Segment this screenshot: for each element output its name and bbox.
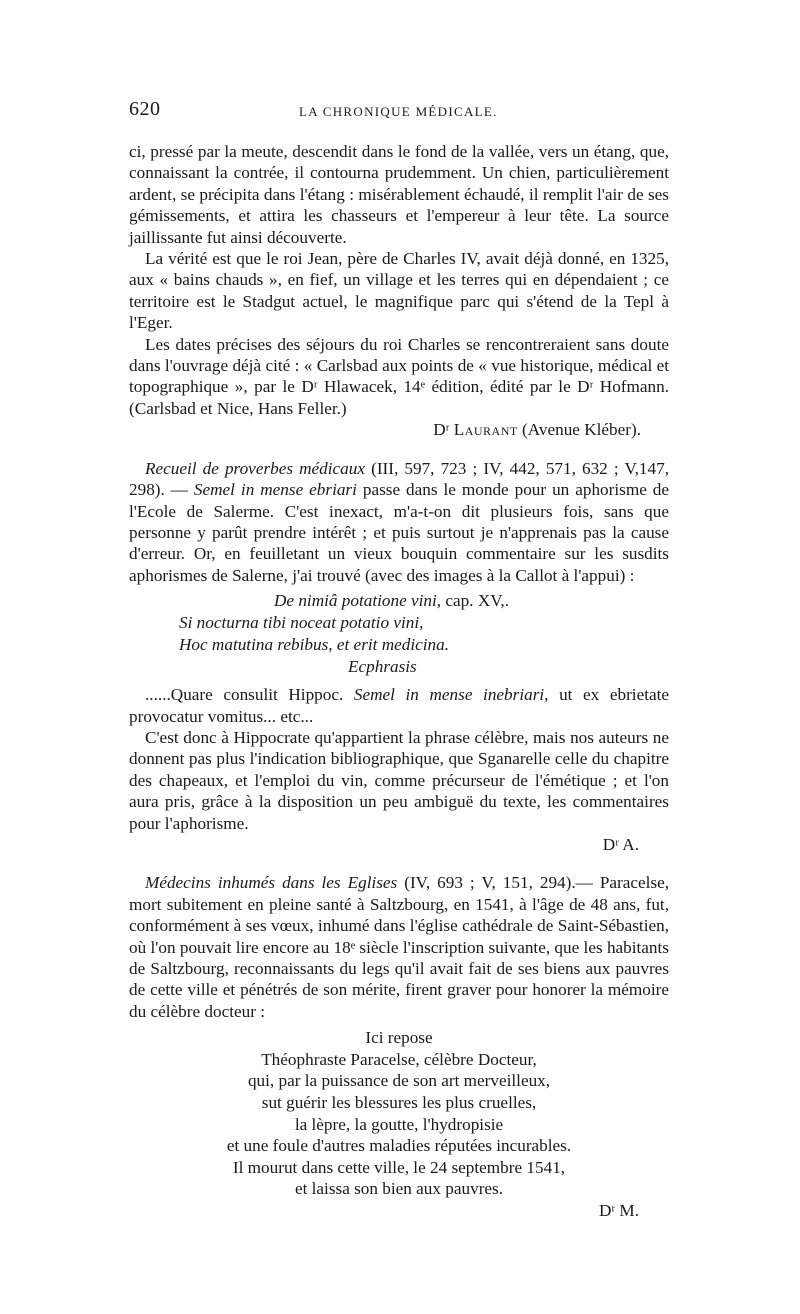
paragraph-hippocrate: C'est donc à Hippocrate qu'appartient la phrase célèbre, mais nos auteurs ne donnent pas plus l'indication bibliographique, que Sganarelle celle du chapitre des chapeaux, et l'emploi du vin, comme précurseur de l'émétique ; et l'on aura pris, grâce à la disposition un peu ambiguë du texte, les commentaires pour l'aphorisme. <box>129 727 669 833</box>
paragraph-carlsbad-legend: ci, pressé par la meute, descendit dans le fond de la vallée, vers un étang, que, connaissant la contrée, il contourna prudemment. Un chien, particulièrement ardent, se précipita dans l'étang : misérablement échaudé, il remplit l'air de ses gémissements, et attira les chasseurs et l'empereur à leur tête. La source jaillissante fut ainsi découverte. <box>129 142 669 247</box>
epitaph-line: et laissa son bien aux pauvres. <box>294 1179 504 1199</box>
body-text <box>129 141 669 1221</box>
quare-end: ut ex ebrietate provocatur vomitus... etc... <box>129 685 670 726</box>
paragraph-proverbes <box>129 458 669 586</box>
paragraph-medecins-rest: (IV, 693 ; V, 151, 294).— Paracelse, mort subitement en pleine santé à Saltzbourg, en 1541, à l'âge de 48 ans, fut, conformément à ses vœux, inhumé dans l'église cathédrale de Saint-Sébastien, où l'on pouvait lire encore au 18ᵉ siècle l'inscription suivante, que les habitants de Saltzbourg, reconnaissants du legs qu'il avait fait de ses biens aux pauvres de cette ville et pénétrés de son mérite, firent graver pour honorer la mémoire du célèbre docteur : <box>129 873 670 1021</box>
verse-line-1-italic: De nimiâ potatione vini, <box>274 591 442 611</box>
signature-laurant-address: (Avenue Kléber). <box>522 420 641 440</box>
signature-dr-a: Dʳ A. <box>602 834 639 854</box>
reference-proverbes: (III, 597, 723 ; IV, 442, 571, 632 ; V,147, 298). — <box>129 458 670 500</box>
paragraph-dates-sejours: Les dates précises des séjours du roi Charles se rencontreraient sans doute dans l'ouvrage déjà cité : « Carlsbad aux points de « vue historique, médical et topographique », par le Dʳ Hlawacek, 14ᵉ édition, édité par le Dʳ Hofmann. (Carlsbad et Nice, Hans Feller.) <box>129 334 669 418</box>
signature-laurant-prefix: Dʳ <box>433 420 450 440</box>
quare-start: ......Quare consulit Hippoc. <box>145 685 344 705</box>
epitaph-line: Ici repose <box>365 1028 433 1048</box>
epitaph-line: Il mourut dans cette ville, le 24 septembre 1541, <box>232 1157 566 1177</box>
verse-line-4: Ecphrasis <box>348 657 417 677</box>
paragraph-proverbes-rest: passe dans le monde pour un aphorisme de l'Ecole de Salerme. C'est inexact, m'a-t-on dit plusieurs fois, sans que personne y parût prendre intérêt ; et puis surtout je n'apprenais pas la cause d'erreur. Or, en feuilletant un vieux bouquin commentaire sur les susdits aphorismes de Salerne, j'ai trouvé (avec des images à la Callot à l'appui) : <box>129 480 670 585</box>
verse-line-2: Si nocturna tibi noceat potatio vini, <box>179 613 424 633</box>
epitaph-line: Théophraste Paracelse, célèbre Docteur, <box>261 1049 537 1069</box>
epitaph-line: la lèpre, la goutte, l'hydropisie <box>294 1114 504 1134</box>
paragraph-medecins-inhumes <box>129 872 669 1022</box>
phrase-semel: Semel in mense ebriari <box>193 480 357 500</box>
page-number: 620 <box>129 98 161 120</box>
signature-laurant-name: Laurant <box>453 420 518 440</box>
signature-dr-m: Dʳ M. <box>598 1200 639 1220</box>
verse-line-1 <box>129 590 669 612</box>
verse-line-1-roman: cap. XV,. <box>445 591 510 611</box>
paragraph-quare-consulit <box>129 684 669 727</box>
section-title-medecins: Médecins inhumés dans les Eglises <box>145 873 398 893</box>
quare-italic: Semel in mense inebriari, <box>353 685 549 705</box>
epitaph-line: sut guérir les blessures les plus cruelles, <box>261 1093 537 1112</box>
epitaph-inscription <box>129 1027 669 1200</box>
latin-verse <box>129 590 669 678</box>
epitaph-line: qui, par la puissance de son art merveilleux, <box>247 1071 551 1091</box>
signature-laurant <box>129 419 669 440</box>
section-title-proverbes: Recueil de proverbes médicaux <box>145 458 365 478</box>
epitaph-line: et une foule d'autres maladies réputées incurables. <box>226 1136 572 1156</box>
page-header <box>129 98 669 128</box>
paragraph-roi-jean: La vérité est que le roi Jean, père de Charles IV, avait déjà donné, en 1325, aux « bains chauds », en fief, un village et les terres qui en dépendaient ; ce territoire est le Stadgut actuel, le magnifique parc qui s'étend de la Tepl à l'Eger. <box>129 249 669 333</box>
verse-line-3: Hoc matutina rebibus, et erit medicina. <box>179 635 450 655</box>
running-title: LA CHRONIQUE MÉDICALE. <box>299 104 498 119</box>
